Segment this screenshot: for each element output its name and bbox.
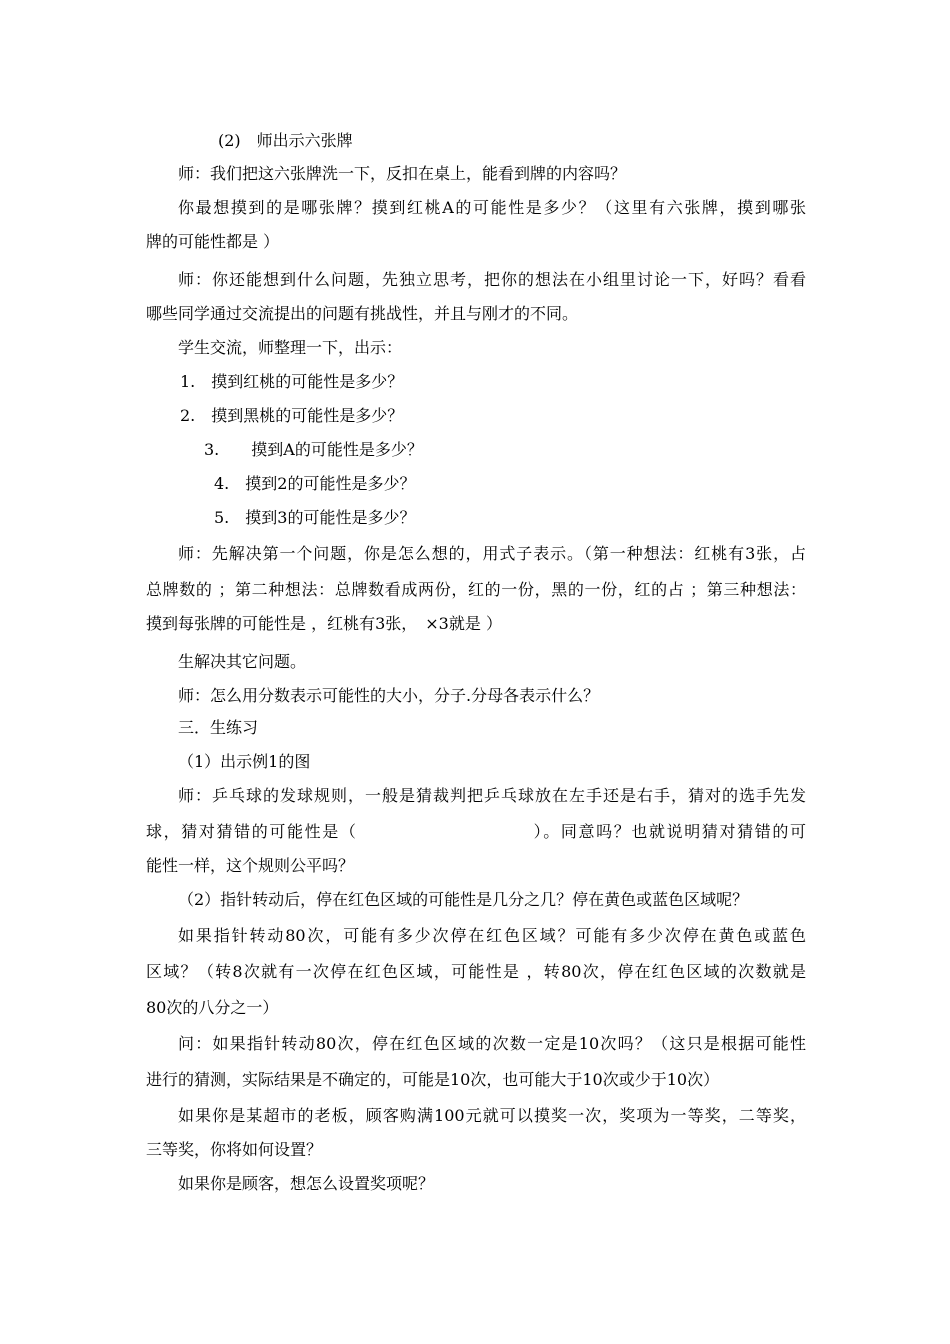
paragraph-line: 师：怎么用分数表示可能性的大小，分子.分母各表示什么？: [178, 686, 600, 705]
paragraph-line: 如果指针转动80次，可能有多少次停在红色区域？可能有多少次停在黄色或蓝色: [178, 926, 806, 945]
paragraph-line: （2）指针转动后，停在红色区域的可能性是几分之几？停在黄色或蓝色区域呢？: [178, 890, 749, 909]
paragraph-line: 师：乒乓球的发球规则，一般是猜裁判把乒乓球放在左手还是右手，猜对的选手先发: [178, 786, 806, 805]
list-item: 2. 摸到黑桃的可能性是多少？: [180, 406, 404, 425]
paragraph-line: 如果你是某超市的老板，顾客购满100元就可以摸奖一次，奖项为一等奖，二等奖，: [178, 1106, 806, 1125]
paragraph-line: 生解决其它问题。: [178, 652, 307, 671]
section-heading-practice: 三．生练习: [178, 718, 259, 737]
paragraph-line: 区域？（转8次就有一次停在红色区域，可能性是 ，转80次，停在红色区域的次数就是: [146, 962, 806, 981]
paragraph-line: 师：你还能想到什么问题，先独立思考，把你的想法在小组里讨论一下，好吗？看看: [178, 270, 806, 289]
list-item: 5. 摸到3的可能性是多少？: [214, 508, 416, 527]
paragraph-line: 能性一样，这个规则公平吗？: [146, 856, 355, 875]
subheading-show-six-cards: (2) 师出示六张牌: [218, 131, 353, 150]
paragraph-line: （1）出示例1的图: [178, 752, 311, 771]
paragraph-line: 你最想摸到的是哪张牌？摸到红桃A的可能性是多少？（这里有六张牌，摸到哪张: [178, 198, 806, 217]
paragraph-line: 球，猜对猜错的可能性是（ ）。同意吗？也就说明猜对猜错的可: [146, 822, 806, 841]
paragraph-line: 牌的可能性都是 ）: [146, 232, 280, 251]
paragraph-line: 总牌数的 ；第二种想法：总牌数看成两份，红的一份，黑的一份，红的占 ；第三种想法：: [146, 580, 806, 599]
paragraph-line: 摸到每张牌的可能性是 ，红桃有3张， ×3就是 ）: [146, 614, 502, 633]
list-item: 4. 摸到2的可能性是多少？: [214, 474, 416, 493]
paragraph-line: 师：先解决第一个问题，你是怎么想的，用式子表示。（第一种想法：红桃有3张，占: [178, 544, 806, 563]
paragraph-line: 学生交流，师整理一下，出示：: [178, 338, 403, 357]
paragraph-line: 三等奖，你将如何设置？: [146, 1140, 323, 1159]
list-item: 1. 摸到红桃的可能性是多少？: [180, 372, 404, 391]
paragraph-line: 师：我们把这六张牌洗一下，反扣在桌上，能看到牌的内容吗？: [178, 164, 627, 183]
paragraph-line: 问：如果指针转动80次，停在红色区域的次数一定是10次吗？（这只是根据可能性: [178, 1034, 806, 1053]
list-item: 3. 摸到A的可能性是多少？: [204, 440, 423, 459]
paragraph-line: 哪些同学通过交流提出的问题有挑战性，并且与刚才的不同。: [146, 304, 579, 323]
paragraph-line: 80次的八分之一）: [146, 998, 279, 1017]
paragraph-line: 如果你是顾客，想怎么设置奖项呢？: [178, 1174, 435, 1193]
paragraph-line: 进行的猜测，实际结果是不确定的，可能是10次，也可能大于10次或少于10次）: [146, 1070, 720, 1089]
